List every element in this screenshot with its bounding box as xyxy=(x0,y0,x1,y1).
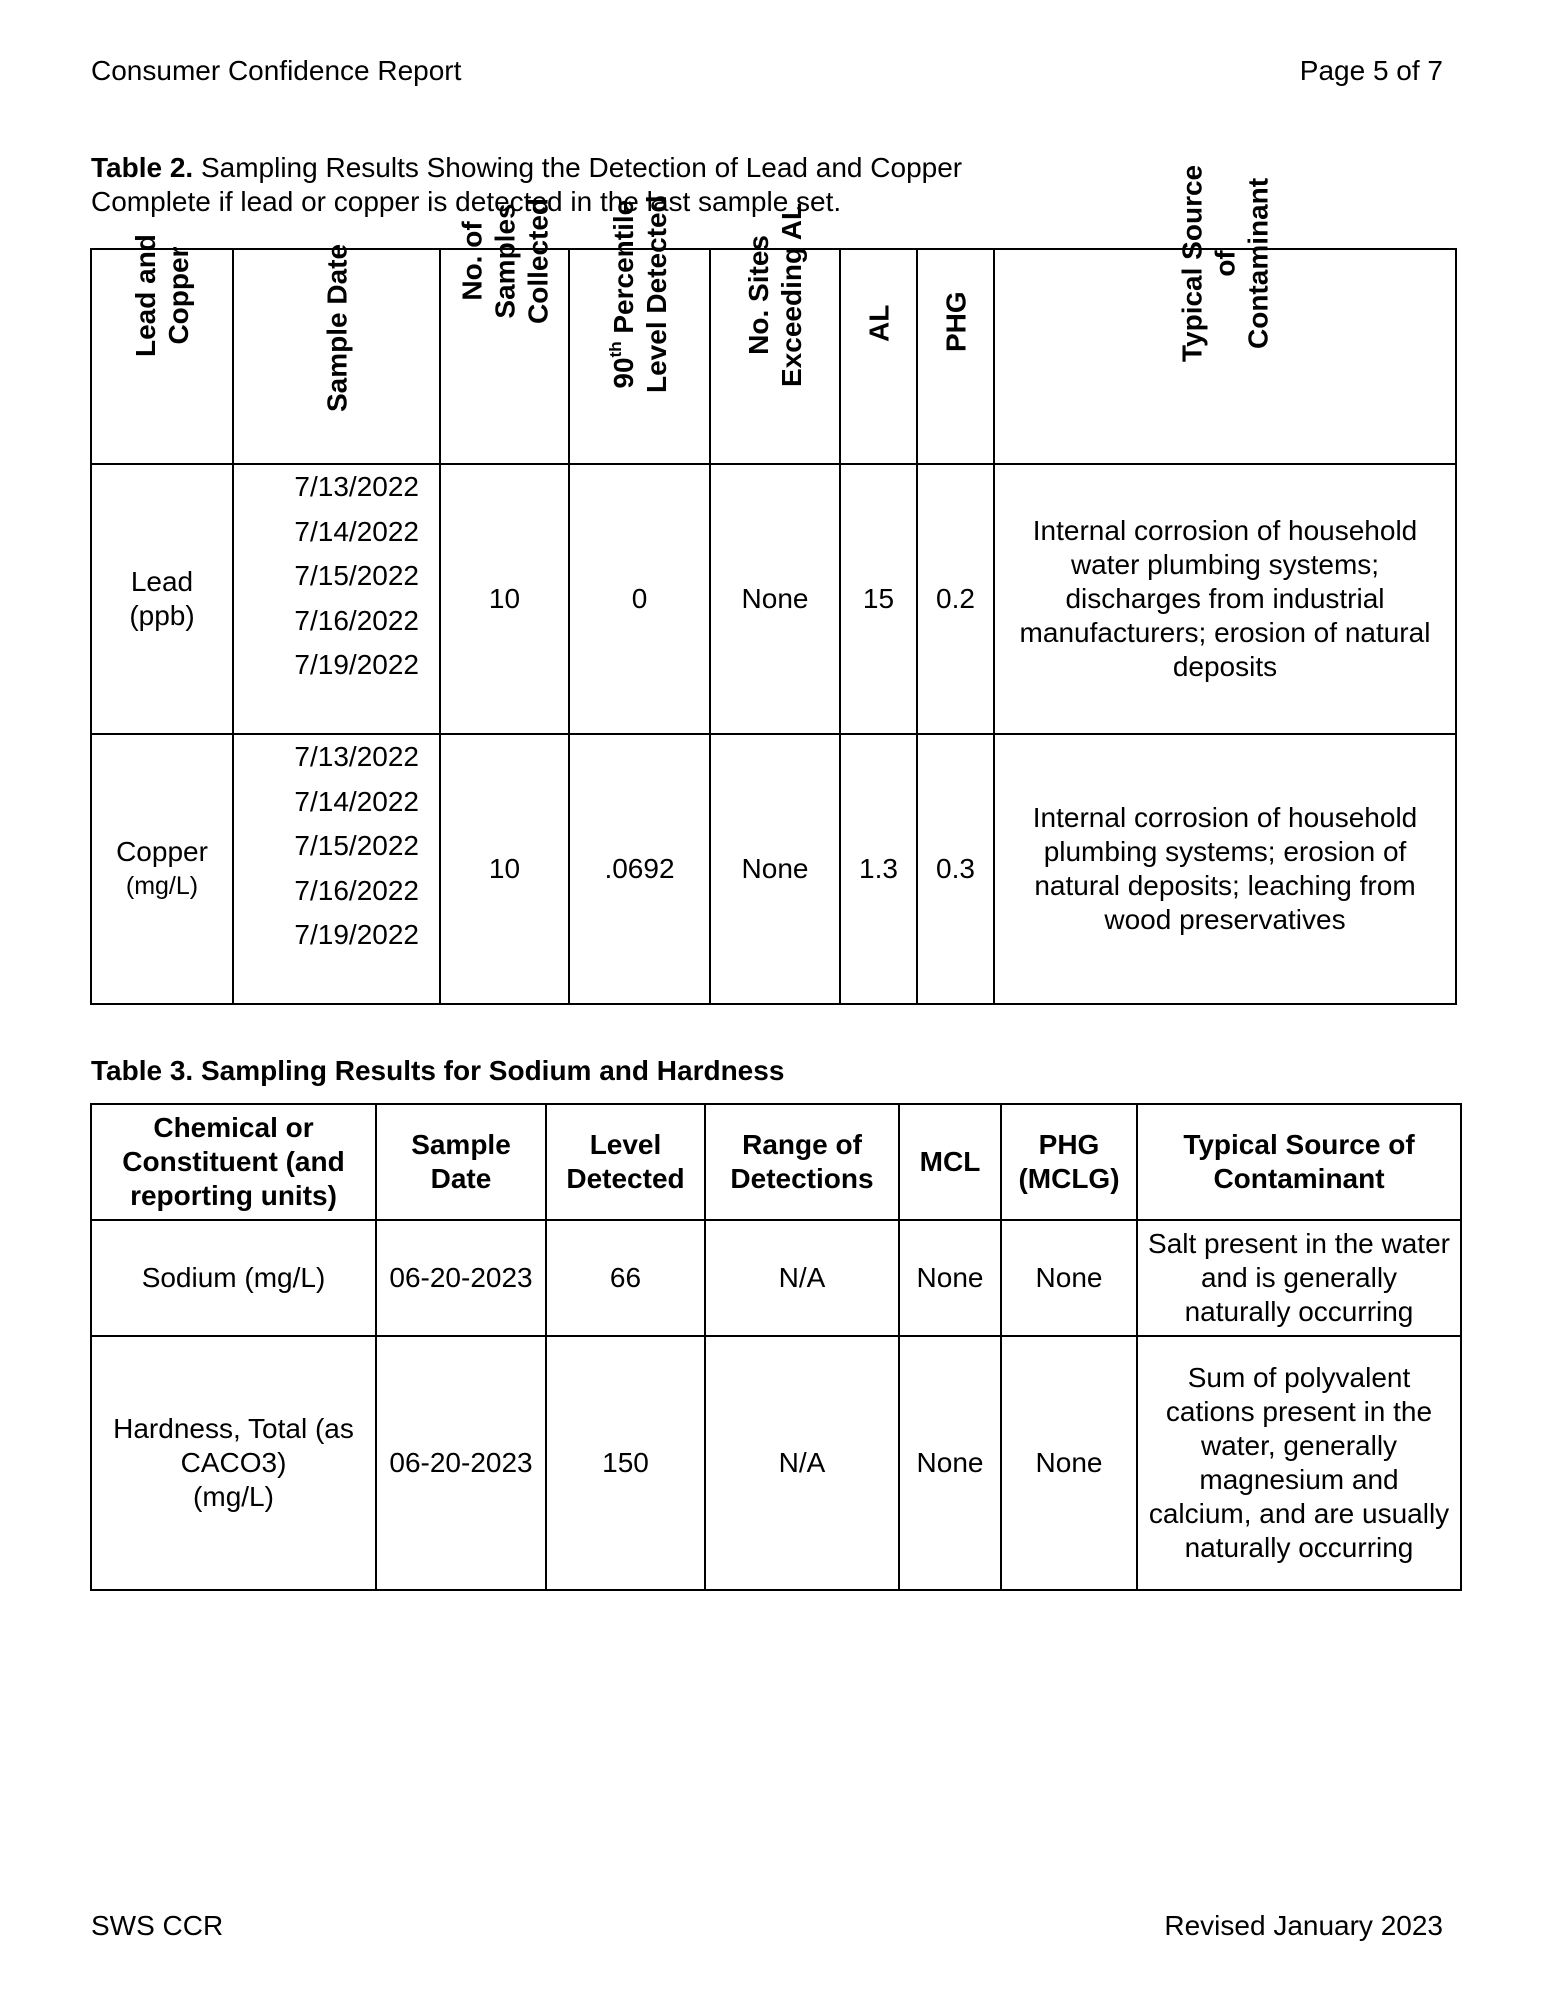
header-sample-date: Sample Date xyxy=(376,1104,546,1220)
header-text: AL xyxy=(863,304,894,342)
percentile-cell: 0 xyxy=(569,464,710,734)
num-samples-cell: 10 xyxy=(440,464,569,734)
header-text: No. Sites xyxy=(743,235,774,355)
percentile-superscript: th xyxy=(605,341,625,358)
phg-cell: None xyxy=(1001,1336,1137,1590)
table2-label: Table 2. xyxy=(91,152,194,183)
table-row-sodium xyxy=(91,1220,1461,1336)
sample-date: 7/14/2022 xyxy=(294,785,419,817)
table2-header-row xyxy=(91,249,1456,464)
header-text xyxy=(607,195,640,393)
contaminant-unit: (ppb) xyxy=(129,600,195,631)
percentile-cell: .0692 xyxy=(569,734,710,1004)
chemical-unit: (mg/L) xyxy=(193,1481,274,1512)
table-row-hardness xyxy=(91,1336,1461,1590)
header-text: PHG xyxy=(940,291,971,352)
sample-date: 7/13/2022 xyxy=(294,471,419,502)
sample-date: 7/19/2022 xyxy=(294,919,419,950)
page-footer-right: Revised January 2023 xyxy=(1164,1910,1443,1941)
sample-date-cell: 06-20-2023 xyxy=(376,1336,546,1590)
header-text: Sample Date xyxy=(321,243,352,412)
sodium-hardness-table xyxy=(90,1103,1462,1591)
header-text: of xyxy=(1209,250,1241,277)
header-text: Copper xyxy=(163,246,194,345)
header-typical-source: Typical Source of Contaminant xyxy=(1137,1104,1461,1220)
header-text: Exceeding AL xyxy=(776,202,807,387)
typical-source-cell: Salt present in the water and is generally naturally occurring xyxy=(1137,1220,1461,1336)
header-typical-source xyxy=(994,164,1456,464)
header-text: No. of xyxy=(456,221,487,301)
sample-date: 7/15/2022 xyxy=(294,830,419,861)
typical-source-cell: Sum of polyvalent cations present in the water, generally magnesium and calcium, and are usually naturally occurring xyxy=(1137,1336,1461,1590)
sample-date-cell: 06-20-2023 xyxy=(376,1220,546,1336)
sample-date: 7/13/2022 xyxy=(294,741,419,772)
header-text: Typical Source xyxy=(1176,164,1208,362)
header-text: Level Detected xyxy=(640,195,672,393)
header-sample-date xyxy=(233,243,440,464)
header-phg: PHG (MCLG) xyxy=(1001,1104,1137,1220)
mcl-cell: None xyxy=(899,1336,1001,1590)
mcl-cell: None xyxy=(899,1220,1001,1336)
chemical-cell xyxy=(91,1336,376,1590)
phg-cell: None xyxy=(1001,1220,1137,1336)
sites-exceeding-cell: None xyxy=(710,734,840,1004)
header-mcl: MCL xyxy=(899,1104,1001,1220)
header-lead-copper xyxy=(91,234,233,464)
table-row-lead xyxy=(91,464,1456,734)
range-cell: N/A xyxy=(705,1220,899,1336)
header-range: Range of Detections xyxy=(705,1104,899,1220)
header-level-detected: Level Detected xyxy=(546,1104,705,1220)
table3-header-row xyxy=(91,1104,1461,1220)
page-number: Page 5 of 7 xyxy=(1299,55,1443,86)
header-text: Samples xyxy=(489,203,520,319)
table2-title xyxy=(91,151,962,185)
chemical-cell: Sodium (mg/L) xyxy=(91,1220,376,1336)
header-90th-percentile xyxy=(569,195,710,464)
table2-title-text: Sampling Results Showing the Detection of Lead and Copper xyxy=(193,152,963,183)
contaminant-name: Lead xyxy=(130,566,194,597)
level-detected-cell: 66 xyxy=(546,1220,705,1336)
range-cell: N/A xyxy=(705,1336,899,1590)
sample-date: 7/16/2022 xyxy=(294,874,419,906)
sites-exceeding-cell: None xyxy=(710,464,840,734)
sample-date: 7/15/2022 xyxy=(294,560,419,591)
phg-cell: 0.2 xyxy=(917,464,994,734)
contaminant-unit: (mg/L) xyxy=(125,872,199,900)
level-detected-cell: 150 xyxy=(546,1336,705,1590)
header-chemical: Chemical or Constituent (and reporting units) xyxy=(91,1104,376,1220)
page-header-title: Consumer Confidence Report xyxy=(91,55,462,86)
page-footer-left: SWS CCR xyxy=(91,1910,224,1941)
num-samples-cell: 10 xyxy=(440,734,569,1004)
sample-dates-cell xyxy=(233,734,440,1004)
header-phg xyxy=(917,249,994,464)
contaminant-cell xyxy=(91,464,233,734)
sample-date: 7/19/2022 xyxy=(294,649,419,680)
sample-dates-cell xyxy=(233,464,440,734)
chemical-name: Hardness, Total (as xyxy=(113,1413,354,1444)
sample-date: 7/14/2022 xyxy=(294,515,419,547)
header-num-samples xyxy=(440,197,569,464)
contaminant-cell xyxy=(91,734,233,1004)
percentile-number: 90 xyxy=(607,357,639,389)
header-text: Collected xyxy=(522,197,553,324)
typical-source-cell: Internal corrosion of household water plumbing systems; discharges from industrial manufacturers; erosion of natural deposits xyxy=(994,464,1456,734)
contaminant-name: Copper xyxy=(116,836,208,867)
typical-source-cell: Internal corrosion of household plumbing systems; erosion of natural deposits; leaching from wood preservatives xyxy=(994,734,1456,1004)
chemical-formula: CACO3) xyxy=(180,1447,287,1478)
table2-subtitle: Complete if lead or copper is detected in the last sample set. xyxy=(91,186,842,217)
phg-cell: 0.3 xyxy=(917,734,994,1004)
header-al xyxy=(840,249,917,464)
table-row-copper xyxy=(91,734,1456,1004)
header-text: Contaminant xyxy=(1242,177,1274,349)
header-sites-exceeding xyxy=(710,202,840,464)
header-text: Lead and xyxy=(130,234,161,357)
percentile-text: Percentile xyxy=(607,199,639,342)
table3-title: Table 3. Sampling Results for Sodium and Hardness xyxy=(91,1055,785,1086)
al-cell: 1.3 xyxy=(840,734,917,1004)
al-cell: 15 xyxy=(840,464,917,734)
sample-date: 7/16/2022 xyxy=(294,604,419,636)
